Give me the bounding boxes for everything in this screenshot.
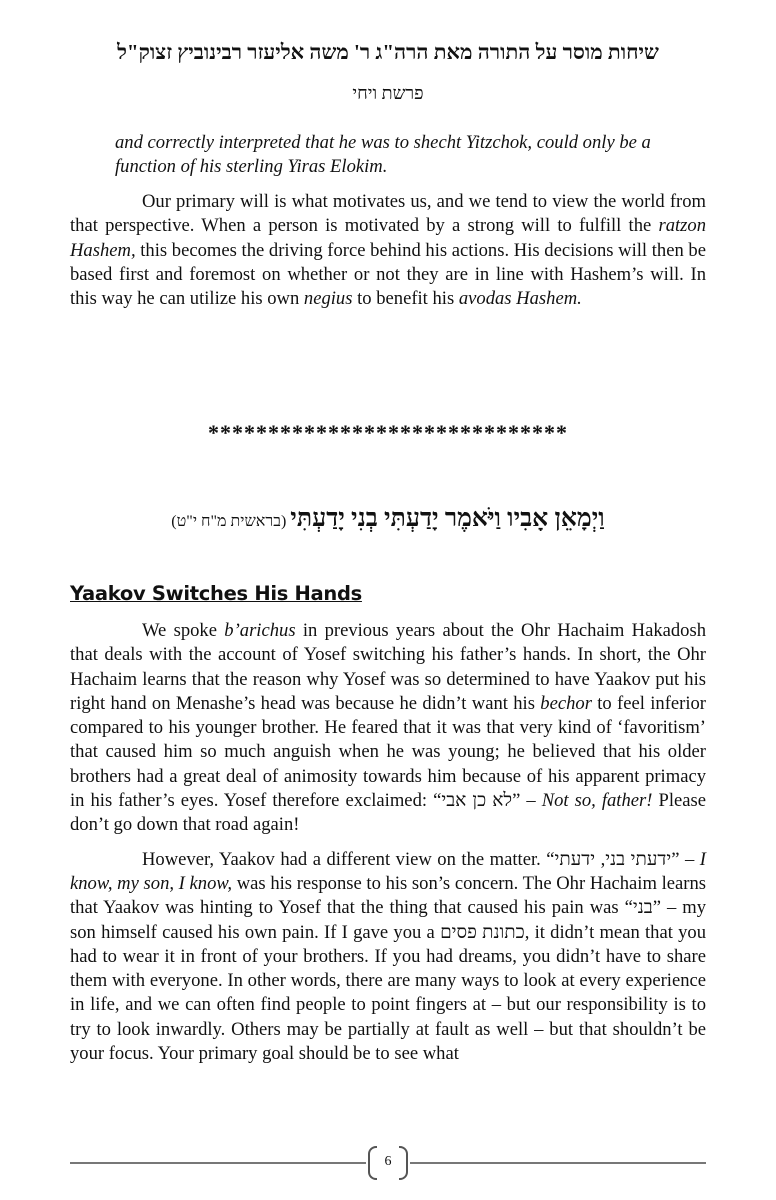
italic-text-run: bechor — [540, 692, 592, 714]
footer-rule-left — [70, 1162, 366, 1164]
text-run: Please don’t go down that road again! — [70, 790, 706, 836]
paragraph — [70, 619, 706, 838]
text-run: Our primary will is what motivates us, and we tend to view the world from that perspective. When a person is motivated by a strong will to fulfill the — [70, 191, 706, 237]
text-run: However, Yaakov had a different view on the matter. “ידעתי בני, ידעתי” – — [142, 848, 700, 870]
paragraph — [70, 190, 706, 311]
italic-text-run: negius — [303, 288, 353, 310]
running-header-title: שיחות מוסר על התורה מאת הרה"ג ר' משה אליעזר רבינוביץ זצוק"ל — [117, 40, 659, 64]
text-run: to benefit his — [352, 288, 459, 310]
verse-citation — [0, 505, 776, 533]
section-heading: Yaakov Switches His Hands — [70, 582, 362, 605]
paragraph — [70, 848, 706, 1067]
verse-source: (בראשית מ"ח י"ט) — [171, 513, 287, 530]
running-header-parsha: פרשת ויחי — [352, 83, 424, 103]
page-number: 6 — [366, 1146, 410, 1178]
text-run: was his response to his son’s concern. The Ohr Hachaim learns that Yaakov was hinting to Yosef that the thing that caused his pain was “בני” – my son himself caused his own pain. If I gave you a כתונת פסים, it didn’t mean that you had to wear it in front of your brothers. If you had dreams, you didn’t have to share them with everyone. In other words, there are many ways to look at every experience in life, and we can often find people to point fingers at – but our responsibility is to try to look inwardly. Others may be partially at fault as well – but that shouldn’t be your focus. Your primary goal should be to see what — [70, 872, 707, 1065]
body-section-1 — [70, 190, 706, 321]
body-section-2 — [70, 619, 706, 1076]
footer-rule-right — [410, 1162, 706, 1164]
italic-text-run: b’arichus — [224, 620, 296, 641]
text-run: to feel inferior compared to his younger brother. He feared that it was that very kind of ‘favoritism’ that caused him so much anguish when he was young; he believed that his older brothers had a great deal of animosity towards him because of his apparent primacy in his father’s eyes. Yosef therefore exclaimed: “לא כן אבי” – — [70, 692, 706, 812]
verse-text: וַיְמָאֵן אָבִיו וַיֹּאמֶר יָדַעְתִּי בְנִי יָדַעְתִּי — [290, 505, 605, 532]
text-run: We spoke — [142, 620, 225, 641]
quoted-passage: and correctly interpreted that he was to shecht Yitzchok, could only be a function of his sterling Yiras Elokim. — [115, 132, 651, 178]
text-run: this becomes the driving force behind his actions. His decisions will then be based first and foremost on whether or not they are in line with Hashem’s will. In this way he can utilize his own — [70, 239, 706, 310]
italic-text-run: Not so, father! — [541, 790, 653, 812]
italic-text-run: avodas Hashem. — [458, 288, 582, 310]
text-run: in previous years about the Ohr Hachaim Hakadosh that deals with the account of Yosef switching his father’s hands. In short, the Ohr Hachaim learns that the reason why Yosef was so determined to have Yaakov put his right hand on Menashe’s head was because he didn’t want his — [70, 620, 706, 714]
italic-text-run: ratzon Hashem, — [70, 215, 706, 261]
italic-text-run: I know, my son, I know, — [70, 848, 706, 894]
section-divider: ****************************** — [208, 420, 568, 445]
